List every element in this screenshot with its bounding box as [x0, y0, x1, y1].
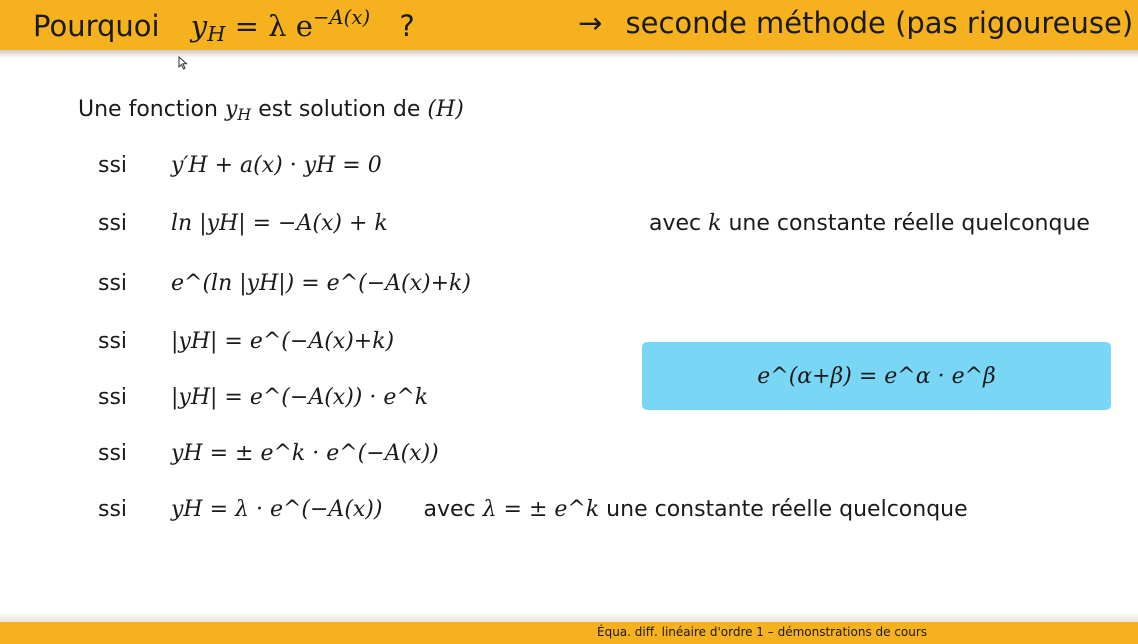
ssi-label: ssi — [98, 385, 128, 410]
step-1 — [98, 153, 382, 178]
title-word: Pourquoi — [33, 8, 160, 43]
step-4 — [98, 329, 394, 354]
step-4-formula: |yH| = e^(−A(x)+k) — [171, 329, 395, 354]
ssi-label: ssi — [98, 329, 128, 354]
slide-title — [33, 6, 415, 46]
exponential-identity-box — [642, 342, 1111, 410]
arrow-icon: → — [578, 6, 603, 40]
ssi-label: ssi — [98, 211, 128, 236]
step-3-formula: e^(ln |yH|) = e^(−A(x)+k) — [171, 271, 471, 296]
method-text: seconde méthode (pas rigoureuse) — [625, 6, 1134, 40]
footer-shadow — [0, 612, 1138, 622]
mouse-pointer-icon — [178, 56, 188, 70]
step-6 — [98, 441, 439, 466]
ssi-label: ssi — [98, 441, 128, 466]
step-5-formula: |yH| = e^(−A(x)) · e^k — [171, 385, 429, 410]
ssi-label: ssi — [98, 153, 128, 178]
ssi-label: ssi — [98, 497, 128, 522]
step-2 — [98, 211, 388, 236]
title-formula: $y_H = \lambda$ $e^{-A(x)}$ — [190, 6, 371, 47]
step-3 — [98, 271, 471, 296]
step-1-formula: y′H + a(x) · yH = 0 — [171, 153, 382, 178]
header-shadow — [0, 50, 1138, 58]
step-7 — [98, 497, 968, 522]
step-6-formula: yH = ± e^k · e^(−A(x)) — [171, 441, 439, 466]
method-label — [578, 6, 1133, 40]
slide-header — [0, 0, 1138, 50]
note-k-constant: avec k une constante réelle quelconque — [649, 211, 1090, 236]
step-2-formula: ln |yH| = −A(x) + k — [171, 211, 388, 236]
ssi-label: ssi — [98, 271, 128, 296]
title-question-mark: ? — [399, 8, 415, 43]
equation-ref: (H) — [427, 97, 464, 122]
footer-text: Équa. diff. linéaire d'ordre 1 – démonstrations de cours — [597, 625, 928, 639]
step-7-note: avec λ = ± e^k une constante réelle quelconque — [423, 497, 968, 522]
step-7-formula: yH = λ · e^(−A(x)) — [171, 497, 383, 522]
identity-formula: e^(α+β) = e^α · e^β — [757, 363, 996, 389]
intro-sentence: Une fonction $y_H$ est solution de (H) — [78, 97, 464, 124]
step-5 — [98, 385, 428, 410]
slide-footer — [0, 622, 1138, 644]
